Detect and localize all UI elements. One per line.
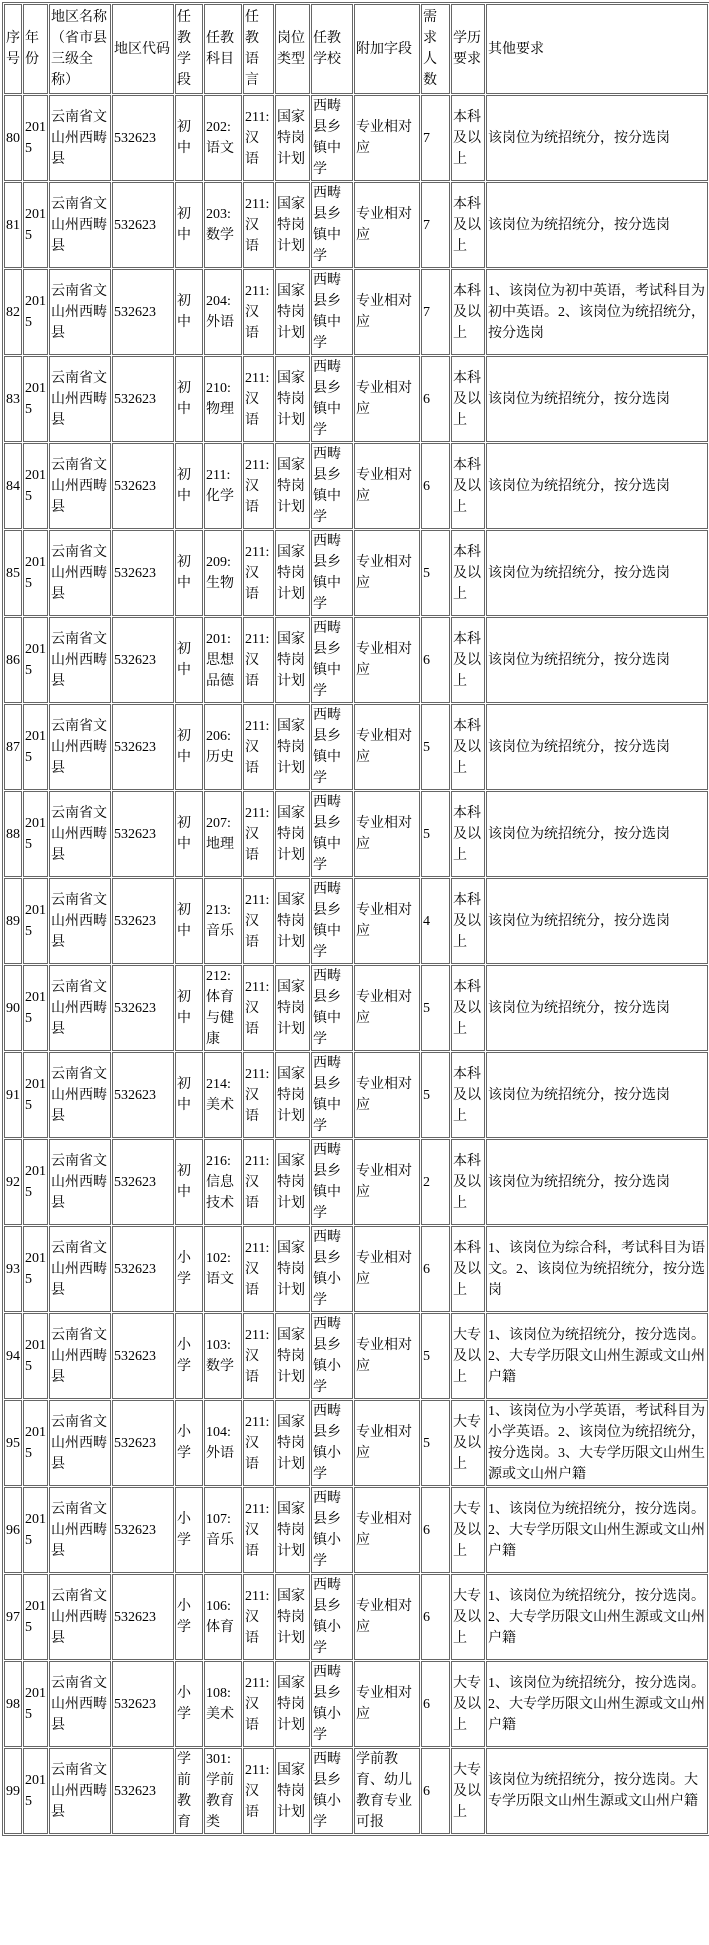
cell-extra-field: 专业相对应 [354,1574,420,1660]
header-demand-count: 需求人数 [421,4,450,94]
cell-region-name: 云南省文山州西畴县 [49,356,111,442]
cell-year: 2015 [23,1748,48,1834]
cell-demand-count: 5 [421,965,450,1051]
cell-teaching-level: 初中 [175,356,203,442]
cell-other-requirements: 该岗位为统招统分，按分选岗 [486,1139,708,1225]
cell-seq: 97 [4,1574,22,1660]
cell-teaching-level: 初中 [175,704,203,790]
cell-year: 2015 [23,356,48,442]
cell-education-requirement: 本科及以上 [451,1139,485,1225]
cell-other-requirements: 该岗位为统招统分，按分选岗 [486,182,708,268]
cell-post-type: 国家特岗计划 [275,1226,310,1312]
cell-subject: 203:数学 [204,182,242,268]
cell-school: 西畴县乡镇小学 [311,1400,353,1486]
cell-subject: 209:生物 [204,530,242,616]
cell-year: 2015 [23,1313,48,1399]
cell-demand-count: 7 [421,95,450,181]
cell-demand-count: 5 [421,1400,450,1486]
cell-extra-field: 专业相对应 [354,530,420,616]
cell-extra-field: 专业相对应 [354,704,420,790]
cell-year: 2015 [23,1052,48,1138]
cell-region-code: 532623 [112,1226,174,1312]
cell-region-code: 532623 [112,182,174,268]
cell-school: 西畴县乡镇小学 [311,1574,353,1660]
cell-region-code: 532623 [112,1313,174,1399]
cell-school: 西畴县乡镇中学 [311,443,353,529]
cell-education-requirement: 本科及以上 [451,1052,485,1138]
cell-post-type: 国家特岗计划 [275,182,310,268]
cell-education-requirement: 本科及以上 [451,269,485,355]
cell-seq: 83 [4,356,22,442]
cell-teaching-language: 211:汉语 [243,617,274,703]
header-region-code: 地区代码 [112,4,174,94]
cell-education-requirement: 大专及以上 [451,1748,485,1834]
cell-region-name: 云南省文山州西畴县 [49,1139,111,1225]
cell-demand-count: 6 [421,1574,450,1660]
cell-teaching-language: 211:汉语 [243,1313,274,1399]
cell-teaching-language: 211:汉语 [243,530,274,616]
cell-teaching-language: 211:汉语 [243,1574,274,1660]
cell-teaching-level: 学前教育 [175,1748,203,1834]
cell-subject: 104:外语 [204,1400,242,1486]
cell-year: 2015 [23,1226,48,1312]
cell-region-name: 云南省文山州西畴县 [49,1052,111,1138]
cell-seq: 93 [4,1226,22,1312]
cell-subject: 206:历史 [204,704,242,790]
cell-subject: 212:体育与健康 [204,965,242,1051]
cell-demand-count: 5 [421,791,450,877]
cell-other-requirements: 该岗位为统招统分，按分选岗。大专学历限文山州生源或文山州户籍 [486,1748,708,1834]
cell-region-name: 云南省文山州西畴县 [49,1487,111,1573]
cell-extra-field: 专业相对应 [354,1400,420,1486]
cell-demand-count: 5 [421,1313,450,1399]
cell-region-code: 532623 [112,356,174,442]
cell-teaching-language: 211:汉语 [243,443,274,529]
cell-year: 2015 [23,443,48,529]
cell-subject: 102:语文 [204,1226,242,1312]
cell-school: 西畴县乡镇小学 [311,1313,353,1399]
cell-teaching-level: 小学 [175,1574,203,1660]
cell-other-requirements: 该岗位为统招统分，按分选岗 [486,878,708,964]
cell-region-name: 云南省文山州西畴县 [49,443,111,529]
header-post-type: 岗位类型 [275,4,310,94]
cell-other-requirements: 1、该岗位为小学英语，考试科目为小学英语。2、该岗位为统招统分，按分选岗。3、大专学历限文山州生源或文山州户籍 [486,1400,708,1486]
cell-other-requirements: 1、该岗位为综合科，考试科目为语文。2、该岗位为统招统分，按分选岗 [486,1226,708,1312]
header-extra-field: 附加字段 [354,4,420,94]
cell-education-requirement: 本科及以上 [451,617,485,703]
table-header [4,4,708,94]
cell-education-requirement: 本科及以上 [451,356,485,442]
cell-post-type: 国家特岗计划 [275,356,310,442]
cell-region-code: 532623 [112,1661,174,1747]
cell-demand-count: 7 [421,182,450,268]
cell-region-code: 532623 [112,443,174,529]
cell-teaching-level: 初中 [175,1139,203,1225]
cell-school: 西畴县乡镇中学 [311,1052,353,1138]
table-row [4,443,708,529]
cell-region-name: 云南省文山州西畴县 [49,1226,111,1312]
cell-school: 西畴县乡镇中学 [311,1139,353,1225]
cell-region-code: 532623 [112,269,174,355]
cell-education-requirement: 大专及以上 [451,1313,485,1399]
cell-region-name: 云南省文山州西畴县 [49,1313,111,1399]
cell-region-code: 532623 [112,878,174,964]
table-row [4,182,708,268]
cell-education-requirement: 本科及以上 [451,1226,485,1312]
cell-region-name: 云南省文山州西畴县 [49,1574,111,1660]
cell-other-requirements: 1、该岗位为统招统分，按分选岗。2、大专学历限文山州生源或文山州户籍 [486,1661,708,1747]
cell-region-code: 532623 [112,1487,174,1573]
cell-extra-field: 专业相对应 [354,1052,420,1138]
table-row [4,1574,708,1660]
cell-region-code: 532623 [112,1052,174,1138]
cell-seq: 89 [4,878,22,964]
cell-demand-count: 2 [421,1139,450,1225]
cell-region-name: 云南省文山州西畴县 [49,878,111,964]
cell-school: 西畴县乡镇中学 [311,269,353,355]
cell-year: 2015 [23,269,48,355]
cell-seq: 95 [4,1400,22,1486]
cell-other-requirements: 该岗位为统招统分，按分选岗 [486,443,708,529]
cell-region-code: 532623 [112,95,174,181]
cell-other-requirements: 该岗位为统招统分，按分选岗 [486,617,708,703]
cell-teaching-language: 211:汉语 [243,1661,274,1747]
cell-year: 2015 [23,1139,48,1225]
cell-year: 2015 [23,530,48,616]
cell-education-requirement: 大专及以上 [451,1661,485,1747]
cell-education-requirement: 本科及以上 [451,965,485,1051]
cell-seq: 94 [4,1313,22,1399]
cell-demand-count: 6 [421,617,450,703]
cell-seq: 96 [4,1487,22,1573]
cell-year: 2015 [23,1661,48,1747]
cell-teaching-level: 小学 [175,1313,203,1399]
cell-teaching-language: 211:汉语 [243,182,274,268]
cell-school: 西畴县乡镇小学 [311,1487,353,1573]
cell-subject: 108:美术 [204,1661,242,1747]
cell-region-name: 云南省文山州西畴县 [49,1661,111,1747]
cell-teaching-level: 初中 [175,617,203,703]
table-row [4,965,708,1051]
header-year: 年份 [23,4,48,94]
table-row [4,356,708,442]
cell-other-requirements: 该岗位为统招统分，按分选岗 [486,356,708,442]
cell-education-requirement: 本科及以上 [451,182,485,268]
cell-post-type: 国家特岗计划 [275,704,310,790]
cell-subject: 216:信息技术 [204,1139,242,1225]
cell-school: 西畴县乡镇小学 [311,1226,353,1312]
cell-subject: 201:思想品德 [204,617,242,703]
table-row [4,1400,708,1486]
cell-extra-field: 专业相对应 [354,1226,420,1312]
cell-seq: 81 [4,182,22,268]
cell-seq: 86 [4,617,22,703]
cell-subject: 301:学前教育类 [204,1748,242,1834]
cell-post-type: 国家特岗计划 [275,791,310,877]
cell-education-requirement: 大专及以上 [451,1487,485,1573]
cell-education-requirement: 大专及以上 [451,1574,485,1660]
cell-teaching-language: 211:汉语 [243,1052,274,1138]
cell-teaching-level: 初中 [175,182,203,268]
cell-teaching-level: 小学 [175,1400,203,1486]
cell-extra-field: 专业相对应 [354,356,420,442]
cell-school: 西畴县乡镇中学 [311,95,353,181]
cell-seq: 80 [4,95,22,181]
cell-school: 西畴县乡镇中学 [311,965,353,1051]
cell-teaching-language: 211:汉语 [243,1400,274,1486]
cell-post-type: 国家特岗计划 [275,1487,310,1573]
table-row [4,617,708,703]
cell-extra-field: 专业相对应 [354,182,420,268]
cell-year: 2015 [23,1574,48,1660]
cell-region-name: 云南省文山州西畴县 [49,182,111,268]
cell-other-requirements: 该岗位为统招统分，按分选岗 [486,1052,708,1138]
cell-education-requirement: 本科及以上 [451,530,485,616]
cell-subject: 210:物理 [204,356,242,442]
cell-other-requirements: 1、该岗位为统招统分，按分选岗。2、大专学历限文山州生源或文山州户籍 [486,1313,708,1399]
table-row [4,1313,708,1399]
table-row [4,530,708,616]
cell-region-name: 云南省文山州西畴县 [49,704,111,790]
cell-other-requirements: 1、该岗位为统招统分，按分选岗。2、大专学历限文山州生源或文山州户籍 [486,1487,708,1573]
cell-school: 西畴县乡镇小学 [311,1748,353,1834]
cell-extra-field: 专业相对应 [354,965,420,1051]
cell-seq: 98 [4,1661,22,1747]
table-body [4,95,708,1834]
cell-post-type: 国家特岗计划 [275,617,310,703]
header-row [4,4,708,94]
cell-extra-field: 专业相对应 [354,1661,420,1747]
cell-subject: 204:外语 [204,269,242,355]
cell-teaching-level: 初中 [175,443,203,529]
cell-region-code: 532623 [112,530,174,616]
cell-region-code: 532623 [112,704,174,790]
table-row [4,1661,708,1747]
cell-region-name: 云南省文山州西畴县 [49,530,111,616]
cell-school: 西畴县乡镇中学 [311,182,353,268]
cell-seq: 91 [4,1052,22,1138]
cell-other-requirements: 1、该岗位为初中英语，考试科目为初中英语。2、该岗位为统招统分，按分选岗 [486,269,708,355]
cell-teaching-language: 211:汉语 [243,1226,274,1312]
cell-post-type: 国家特岗计划 [275,530,310,616]
cell-teaching-level: 小学 [175,1487,203,1573]
cell-seq: 87 [4,704,22,790]
cell-extra-field: 专业相对应 [354,791,420,877]
cell-education-requirement: 本科及以上 [451,878,485,964]
cell-post-type: 国家特岗计划 [275,1052,310,1138]
cell-post-type: 国家特岗计划 [275,1574,310,1660]
cell-region-code: 532623 [112,965,174,1051]
cell-other-requirements: 该岗位为统招统分，按分选岗 [486,965,708,1051]
cell-subject: 107:音乐 [204,1487,242,1573]
table-row [4,1052,708,1138]
cell-seq: 84 [4,443,22,529]
header-region-name: 地区名称（省市县三级全称） [49,4,111,94]
cell-region-name: 云南省文山州西畴县 [49,1748,111,1834]
cell-subject: 202:语文 [204,95,242,181]
cell-post-type: 国家特岗计划 [275,1313,310,1399]
teacher-recruitment-table [2,2,709,1836]
cell-teaching-language: 211:汉语 [243,1487,274,1573]
cell-extra-field: 专业相对应 [354,95,420,181]
header-subject: 任教科目 [204,4,242,94]
table-row [4,1487,708,1573]
cell-post-type: 国家特岗计划 [275,878,310,964]
cell-teaching-language: 211:汉语 [243,704,274,790]
cell-post-type: 国家特岗计划 [275,965,310,1051]
cell-region-name: 云南省文山州西畴县 [49,95,111,181]
cell-demand-count: 6 [421,1226,450,1312]
cell-demand-count: 6 [421,356,450,442]
cell-extra-field: 专业相对应 [354,1139,420,1225]
cell-teaching-language: 211:汉语 [243,356,274,442]
table-row [4,704,708,790]
cell-teaching-level: 初中 [175,878,203,964]
cell-other-requirements: 该岗位为统招统分，按分选岗 [486,95,708,181]
table-row [4,1748,708,1834]
cell-teaching-level: 小学 [175,1226,203,1312]
cell-school: 西畴县乡镇中学 [311,530,353,616]
cell-subject: 103:数学 [204,1313,242,1399]
cell-extra-field: 专业相对应 [354,1313,420,1399]
cell-demand-count: 6 [421,1748,450,1834]
cell-school: 西畴县乡镇中学 [311,791,353,877]
cell-teaching-language: 211:汉语 [243,1748,274,1834]
header-education-requirement: 学历要求 [451,4,485,94]
cell-year: 2015 [23,878,48,964]
cell-seq: 88 [4,791,22,877]
cell-seq: 99 [4,1748,22,1834]
cell-year: 2015 [23,704,48,790]
cell-post-type: 国家特岗计划 [275,443,310,529]
cell-demand-count: 6 [421,443,450,529]
cell-school: 西畴县乡镇中学 [311,617,353,703]
cell-region-name: 云南省文山州西畴县 [49,791,111,877]
header-seq: 序号 [4,4,22,94]
cell-region-name: 云南省文山州西畴县 [49,617,111,703]
cell-region-code: 532623 [112,1574,174,1660]
table-row [4,878,708,964]
cell-region-code: 532623 [112,1139,174,1225]
cell-school: 西畴县乡镇中学 [311,878,353,964]
table-row [4,95,708,181]
cell-region-name: 云南省文山州西畴县 [49,1400,111,1486]
cell-seq: 90 [4,965,22,1051]
table-row [4,269,708,355]
cell-other-requirements: 1、该岗位为统招统分，按分选岗。2、大专学历限文山州生源或文山州户籍 [486,1574,708,1660]
header-other-requirements: 其他要求 [486,4,708,94]
cell-region-code: 532623 [112,1748,174,1834]
cell-subject: 214:美术 [204,1052,242,1138]
cell-teaching-level: 初中 [175,269,203,355]
table-row [4,791,708,877]
cell-education-requirement: 本科及以上 [451,95,485,181]
cell-other-requirements: 该岗位为统招统分，按分选岗 [486,530,708,616]
cell-education-requirement: 本科及以上 [451,791,485,877]
cell-seq: 82 [4,269,22,355]
cell-teaching-language: 211:汉语 [243,965,274,1051]
cell-region-name: 云南省文山州西畴县 [49,269,111,355]
cell-subject: 213:音乐 [204,878,242,964]
cell-year: 2015 [23,965,48,1051]
cell-education-requirement: 大专及以上 [451,1400,485,1486]
cell-year: 2015 [23,182,48,268]
cell-region-code: 532623 [112,1400,174,1486]
cell-post-type: 国家特岗计划 [275,1661,310,1747]
table-row [4,1226,708,1312]
cell-school: 西畴县乡镇中学 [311,704,353,790]
cell-teaching-level: 小学 [175,1661,203,1747]
cell-teaching-language: 211:汉语 [243,878,274,964]
cell-year: 2015 [23,95,48,181]
cell-education-requirement: 本科及以上 [451,704,485,790]
cell-extra-field: 专业相对应 [354,269,420,355]
cell-teaching-level: 初中 [175,791,203,877]
cell-subject: 106:体育 [204,1574,242,1660]
cell-year: 2015 [23,617,48,703]
cell-teaching-level: 初中 [175,965,203,1051]
cell-extra-field: 专业相对应 [354,1487,420,1573]
cell-demand-count: 7 [421,269,450,355]
cell-teaching-language: 211:汉语 [243,269,274,355]
cell-extra-field: 专业相对应 [354,443,420,529]
cell-school: 西畴县乡镇中学 [311,356,353,442]
cell-subject: 207:地理 [204,791,242,877]
cell-extra-field: 学前教育、幼儿教育专业可报 [354,1748,420,1834]
header-school: 任教学校 [311,4,353,94]
cell-demand-count: 5 [421,704,450,790]
cell-region-name: 云南省文山州西畴县 [49,965,111,1051]
cell-subject: 211:化学 [204,443,242,529]
cell-demand-count: 6 [421,1661,450,1747]
cell-year: 2015 [23,791,48,877]
cell-teaching-level: 初中 [175,95,203,181]
cell-other-requirements: 该岗位为统招统分，按分选岗 [486,704,708,790]
cell-teaching-language: 211:汉语 [243,1139,274,1225]
cell-extra-field: 专业相对应 [354,617,420,703]
cell-seq: 92 [4,1139,22,1225]
cell-post-type: 国家特岗计划 [275,95,310,181]
cell-education-requirement: 本科及以上 [451,443,485,529]
header-teaching-language: 任教语言 [243,4,274,94]
cell-teaching-level: 初中 [175,1052,203,1138]
cell-year: 2015 [23,1487,48,1573]
cell-extra-field: 专业相对应 [354,878,420,964]
table-row [4,1139,708,1225]
cell-school: 西畴县乡镇小学 [311,1661,353,1747]
cell-teaching-level: 初中 [175,530,203,616]
cell-demand-count: 4 [421,878,450,964]
cell-post-type: 国家特岗计划 [275,1748,310,1834]
cell-post-type: 国家特岗计划 [275,269,310,355]
cell-other-requirements: 该岗位为统招统分，按分选岗 [486,791,708,877]
cell-teaching-language: 211:汉语 [243,791,274,877]
cell-year: 2015 [23,1400,48,1486]
cell-region-code: 532623 [112,791,174,877]
cell-demand-count: 5 [421,1052,450,1138]
cell-seq: 85 [4,530,22,616]
cell-demand-count: 5 [421,530,450,616]
cell-region-code: 532623 [112,617,174,703]
cell-teaching-language: 211:汉语 [243,95,274,181]
cell-post-type: 国家特岗计划 [275,1400,310,1486]
header-teaching-level: 任教学段 [175,4,203,94]
cell-post-type: 国家特岗计划 [275,1139,310,1225]
cell-demand-count: 6 [421,1487,450,1573]
